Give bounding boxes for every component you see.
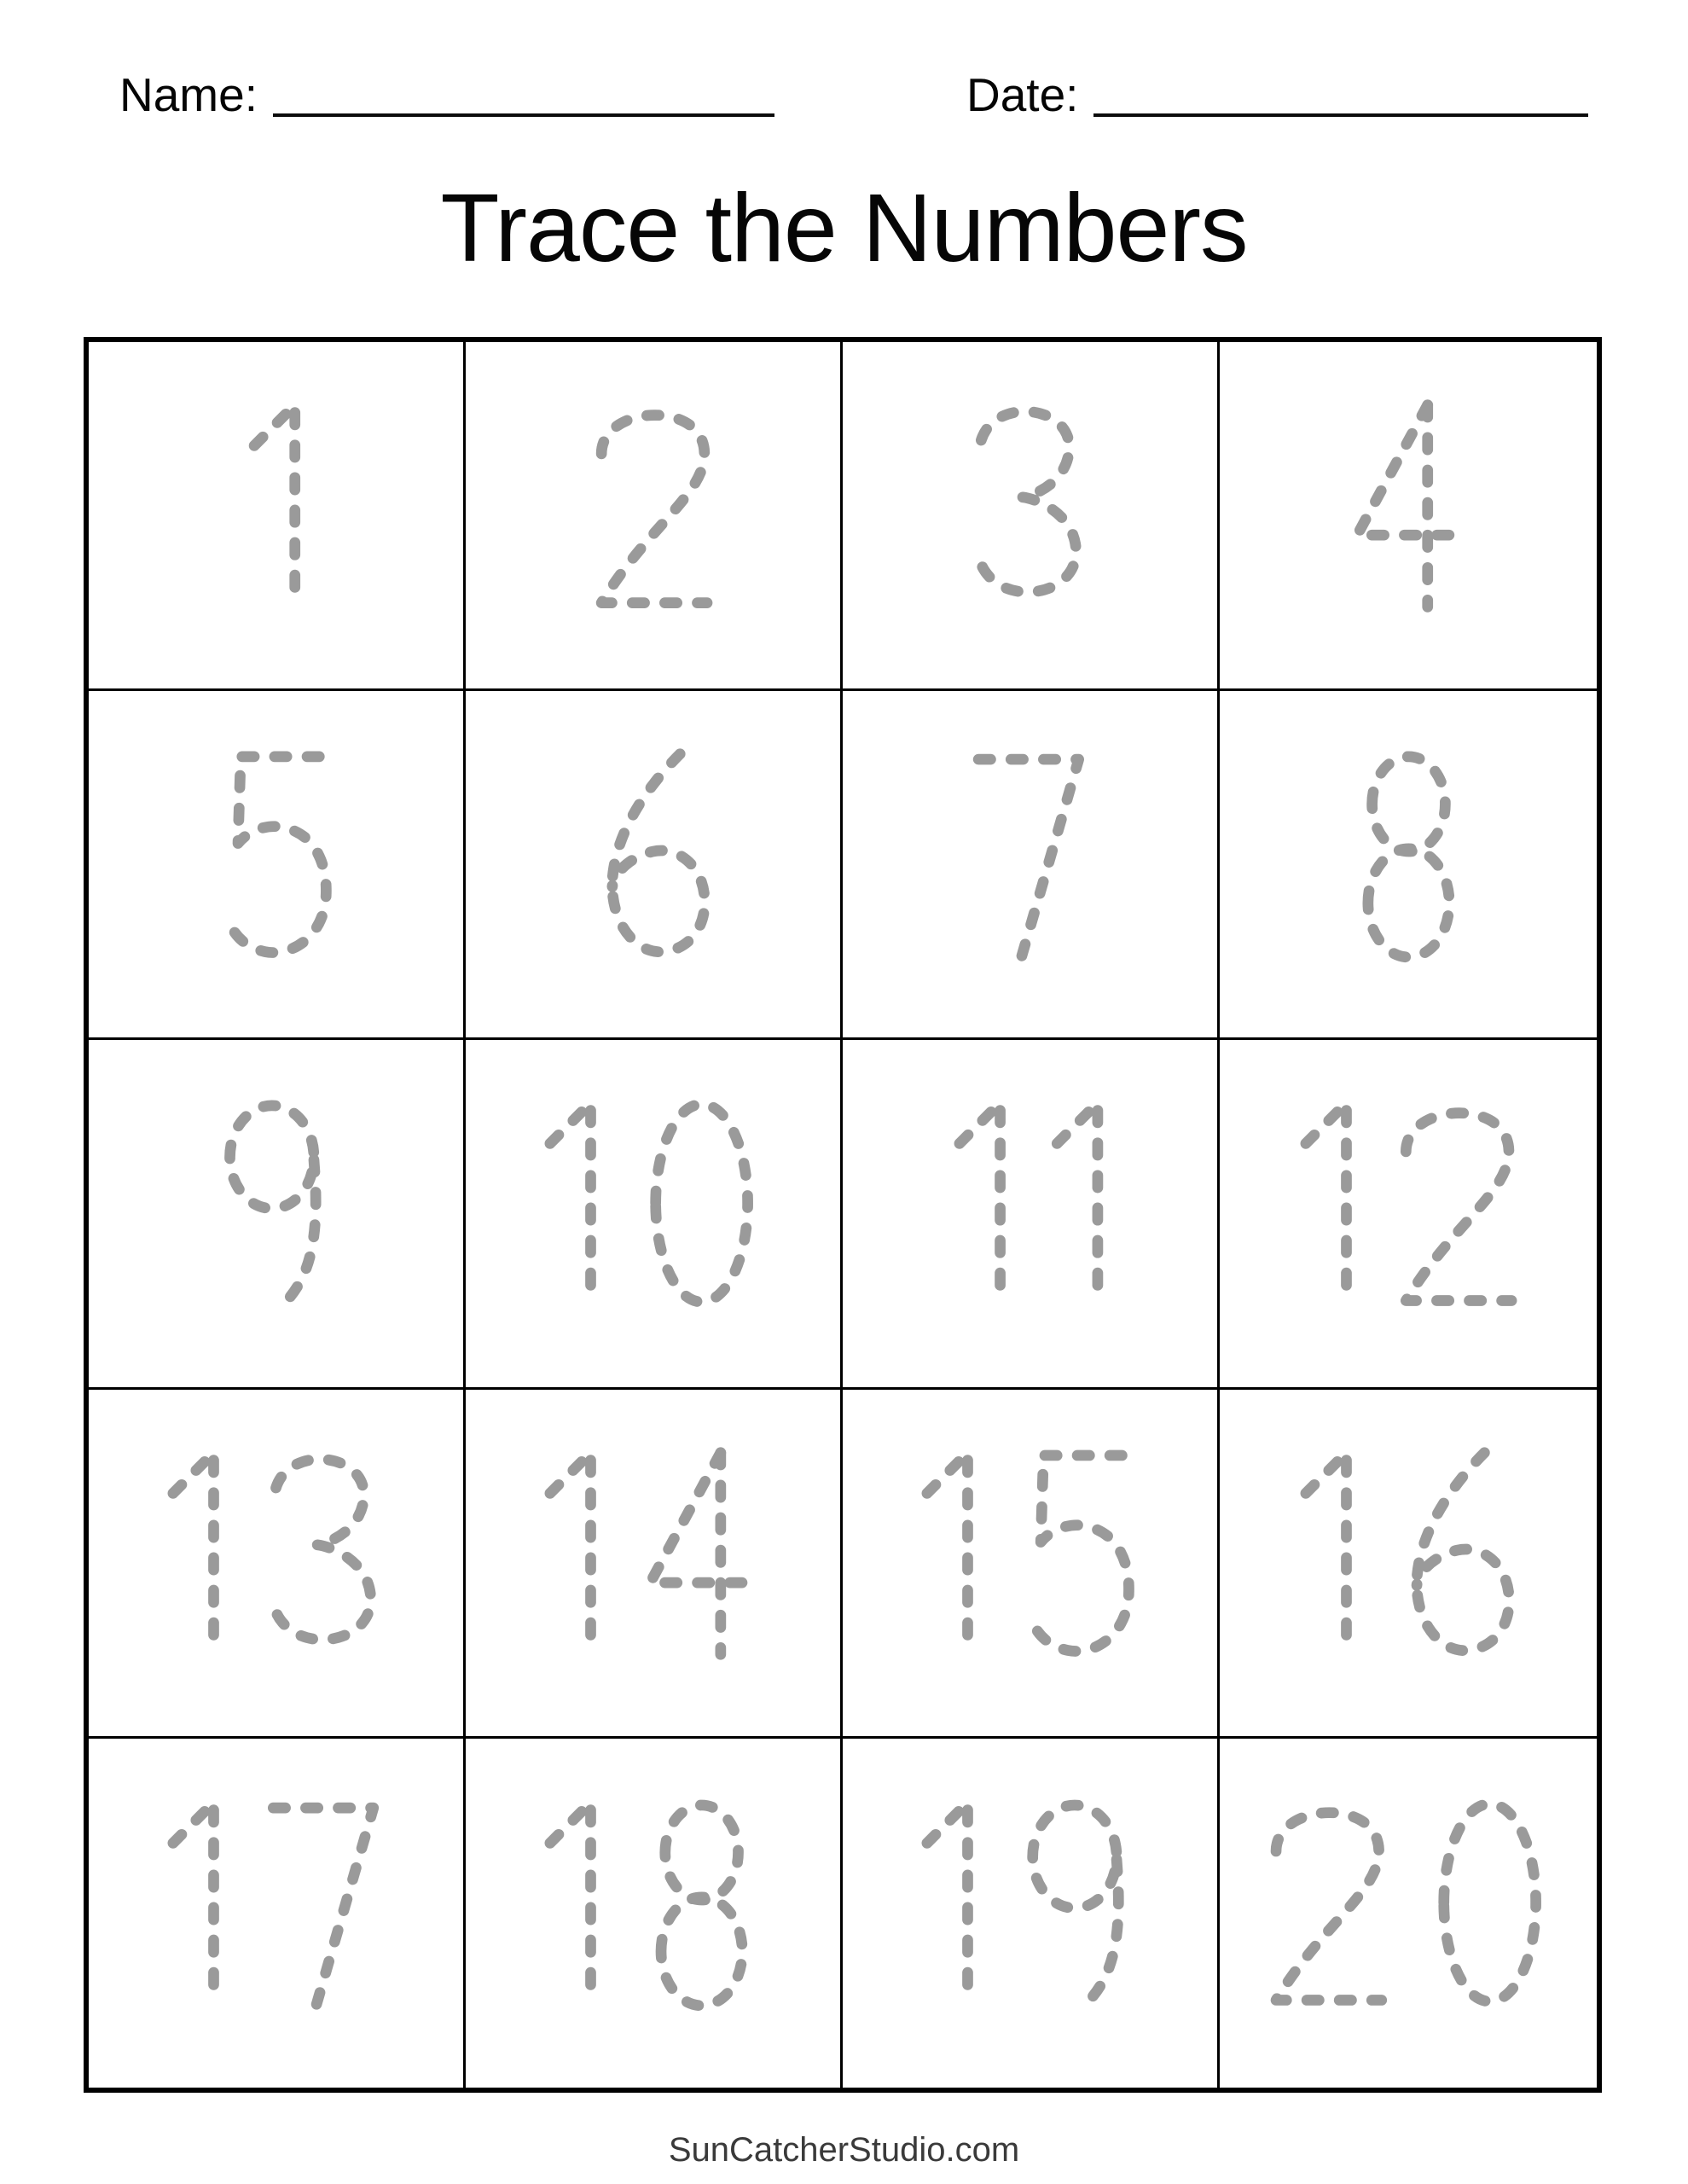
trace-cell-10 xyxy=(466,1040,843,1389)
trace-cell-7 xyxy=(843,691,1220,1040)
trace-number-1-glyph xyxy=(241,394,311,624)
digit-1 xyxy=(173,1803,214,2004)
digit-stroke xyxy=(1372,757,1445,851)
digit-stroke xyxy=(612,754,705,952)
trace-number-grid xyxy=(84,337,1602,2093)
digit-stroke xyxy=(254,405,295,607)
digit-1 xyxy=(1305,1452,1346,1653)
digit-8 xyxy=(1367,757,1448,957)
digit-4 xyxy=(650,1452,761,1653)
digit-1 xyxy=(960,1103,1001,1305)
digit-9 xyxy=(1033,1805,1119,2001)
trace-number-15-glyph xyxy=(914,1442,1146,1672)
trace-cell-16 xyxy=(1220,1390,1597,1739)
trace-cell-15 xyxy=(843,1390,1220,1739)
digit-1 xyxy=(550,1803,591,2004)
digit-stroke xyxy=(230,1106,314,1209)
digit-2 xyxy=(1406,1113,1511,1301)
trace-cell-4 xyxy=(1220,342,1597,691)
digit-stroke xyxy=(661,1897,742,2006)
trace-number-4-glyph xyxy=(1341,394,1476,624)
trace-number-17-glyph xyxy=(160,1792,392,2022)
digit-9 xyxy=(230,1106,316,1301)
trace-number-10-glyph xyxy=(537,1092,769,1322)
digit-stroke xyxy=(550,1452,591,1653)
trace-number-9-glyph xyxy=(208,1092,344,1322)
digit-stroke xyxy=(1033,1805,1117,1908)
digit-stroke xyxy=(927,1452,968,1653)
name-field xyxy=(119,68,774,121)
digit-8 xyxy=(661,1805,742,2006)
digit-1 xyxy=(1057,1103,1098,1305)
trace-number-13-glyph xyxy=(160,1442,392,1672)
date-field xyxy=(966,68,1588,121)
trace-number-18-glyph xyxy=(537,1792,769,2022)
digit-2 xyxy=(601,415,707,603)
trace-cell-2 xyxy=(466,342,843,691)
digit-stroke xyxy=(173,1803,214,2004)
digit-7 xyxy=(978,759,1079,956)
trace-number-2-glyph xyxy=(585,394,721,624)
digit-stroke xyxy=(1443,1804,1535,2002)
trace-number-11-glyph xyxy=(946,1092,1114,1322)
trace-number-6-glyph xyxy=(585,743,721,973)
digit-1 xyxy=(1305,1103,1346,1304)
digit-stroke xyxy=(665,1805,739,1900)
trace-cell-20 xyxy=(1220,1739,1597,2088)
digit-stroke xyxy=(1367,849,1448,957)
trace-cell-13 xyxy=(89,1390,466,1739)
digit-stroke xyxy=(1030,1455,1129,1652)
digit-5 xyxy=(227,757,326,953)
trace-number-20-glyph xyxy=(1260,1792,1557,2022)
digit-stroke xyxy=(1305,1452,1346,1653)
trace-cell-17 xyxy=(89,1739,466,2088)
digit-stroke xyxy=(656,1105,748,1303)
trace-number-12-glyph xyxy=(1292,1092,1525,1322)
digit-stroke xyxy=(1406,1113,1511,1301)
trace-number-14-glyph xyxy=(537,1442,769,1672)
digit-4 xyxy=(1357,405,1468,607)
footer-website-text: SunCatcherStudio.com xyxy=(668,2131,1020,2169)
digit-stroke xyxy=(927,1803,968,2004)
trace-cell-3 xyxy=(843,342,1220,691)
trace-cell-5 xyxy=(89,691,466,1040)
digit-stroke xyxy=(1416,1452,1508,1650)
trace-cell-12 xyxy=(1220,1040,1597,1389)
digit-1 xyxy=(550,1452,591,1653)
digit-stroke xyxy=(601,415,707,603)
name-label: Name: xyxy=(119,68,258,121)
digit-1 xyxy=(254,405,295,607)
trace-cell-19 xyxy=(843,1739,1220,2088)
digit-stroke xyxy=(550,1803,591,2004)
digit-stroke xyxy=(550,1103,591,1304)
date-line xyxy=(1093,103,1588,117)
digit-3 xyxy=(978,411,1076,592)
trace-cell-1 xyxy=(89,342,466,691)
digit-2 xyxy=(1276,1813,1382,2001)
digit-stroke xyxy=(1357,405,1468,535)
digit-stroke xyxy=(227,757,326,953)
digit-stroke xyxy=(978,411,1076,592)
trace-number-16-glyph xyxy=(1292,1442,1525,1672)
digit-stroke xyxy=(173,1452,214,1653)
digit-7 xyxy=(273,1809,373,2005)
digit-stroke xyxy=(960,1103,1001,1305)
trace-cell-11 xyxy=(843,1040,1220,1389)
digit-1 xyxy=(550,1103,591,1304)
digit-1 xyxy=(173,1452,214,1653)
digit-stroke xyxy=(1057,1103,1098,1305)
trace-number-3-glyph xyxy=(962,394,1098,624)
digit-stroke xyxy=(273,1459,370,1640)
page-title: Trace the Numbers xyxy=(440,174,1248,282)
digit-3 xyxy=(273,1459,370,1640)
trace-number-7-glyph xyxy=(962,743,1098,973)
digit-stroke xyxy=(650,1452,761,1582)
trace-cell-14 xyxy=(466,1390,843,1739)
trace-number-8-glyph xyxy=(1341,743,1476,973)
date-label: Date: xyxy=(966,68,1079,121)
trace-cell-6 xyxy=(466,691,843,1040)
digit-6 xyxy=(1416,1452,1508,1650)
trace-cell-9 xyxy=(89,1040,466,1389)
trace-cell-8 xyxy=(1220,691,1597,1040)
digit-6 xyxy=(612,754,705,952)
digit-stroke xyxy=(1305,1103,1346,1304)
trace-cell-18 xyxy=(466,1739,843,2088)
digit-stroke xyxy=(1276,1813,1382,2001)
name-line xyxy=(273,103,774,117)
trace-number-19-glyph xyxy=(914,1792,1146,2022)
digit-0 xyxy=(656,1105,748,1303)
digit-1 xyxy=(927,1452,968,1653)
digit-stroke xyxy=(978,759,1079,956)
digit-0 xyxy=(1443,1804,1535,2002)
digit-5 xyxy=(1030,1455,1129,1652)
digit-stroke xyxy=(273,1809,373,2005)
digit-1 xyxy=(927,1803,968,2004)
trace-number-5-glyph xyxy=(208,743,344,973)
